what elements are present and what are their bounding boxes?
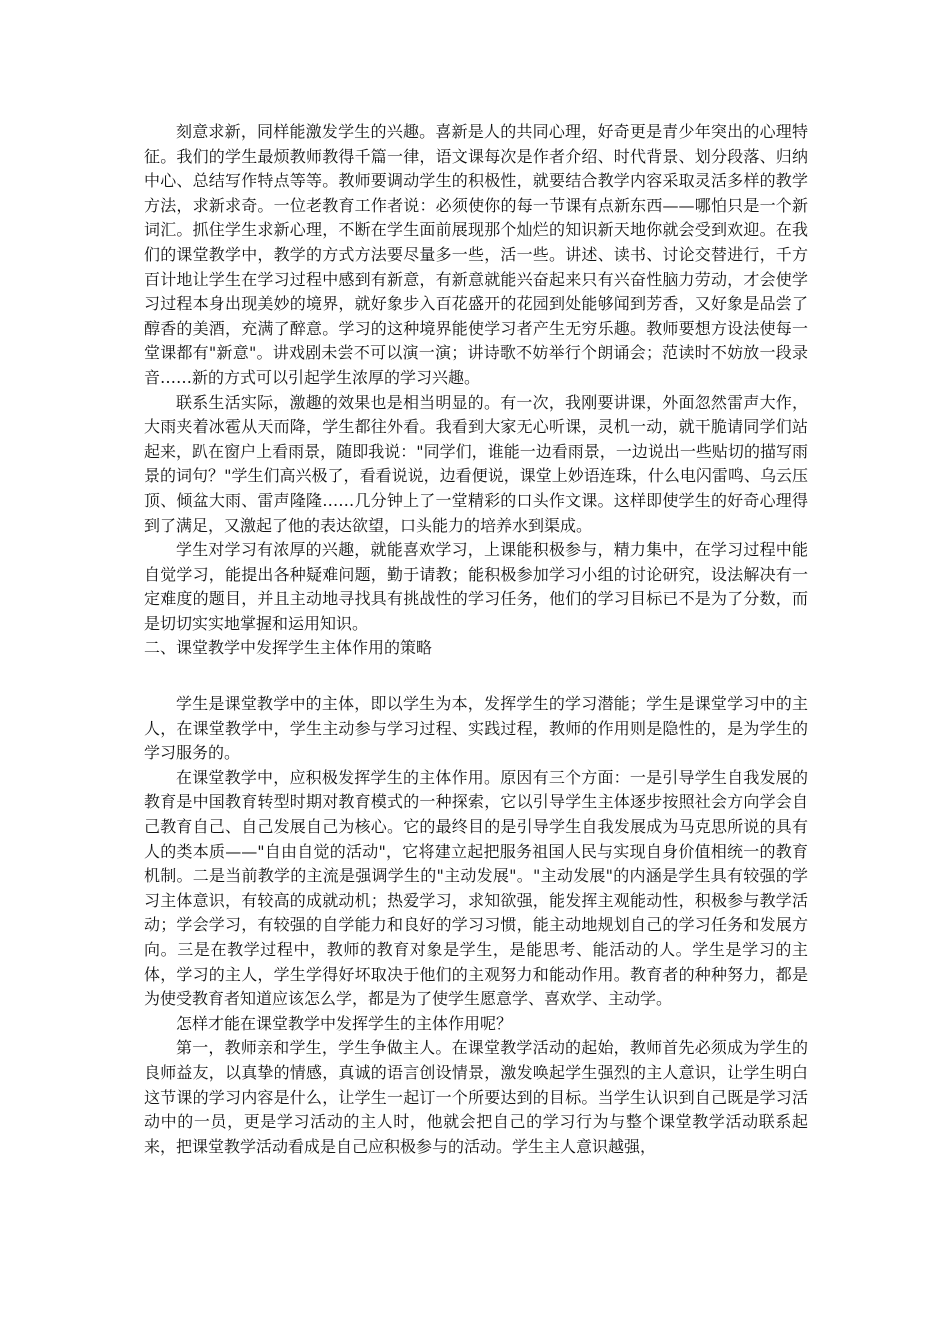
paragraph-novelty: 刻意求新，同样能激发学生的兴趣。喜新是人的共同心理，好奇更是青少年突出的心理特征。我们的学生最烦教师教得千篇一律，语文课每次是作者介绍、时代背景、划分段落、归纳中心、总结写作特点等等。教师要调动学生的积极性，就要结合教学内容采取灵活多样的教学方法，求新求奇。一位老教育工作者说：必须使你的每一节课有点新东西——哪怕只是一个新词汇。抓住学生求新心理，不断在学生面前展现那个灿烂的知识新天地你就会受到欢迎。在我们的课堂教学中，教学的方式方法要尽量多一些，活一些。讲述、读书、讨论交替进行，千方百计地让学生在学习过程中感到有新意，有新意就能兴奋起来只有兴奋性脑力劳动，才会使学习过程本身出现美妙的境界，就好象步入百花盛开的花园到处能够闻到芳香，又好象是品尝了醇香的美酒，充满了醉意。学习的这种境界能使学习者产生无穷乐趣。教师要想方设法使每一堂课都有"新意"。讲戏剧未尝不可以演一演；讲诗歌不妨举行个朗诵会；范读时不妨放一段录音……新的方式可以引起学生浓厚的学习兴趣。: [144, 122, 808, 387]
document-body: [144, 120, 808, 1159]
paragraph-real-life: 联系生活实际，激趣的效果也是相当明显的。有一次，我刚要讲课，外面忽然雷声大作，大雨夹着冰雹从天而降，学生都往外看。我看到大家无心听课，灵机一动，就干脆请同学们站起来，趴在窗户上看雨景，随即我说："同学们，谁能一边看雨景，一边说出一些贴切的描写雨景的词句？"学生们高兴极了，看看说说，边看便说，课堂上妙语连珠，什么电闪雷鸣、乌云压顶、倾盆大雨、雷声隆隆……几分钟上了一堂精彩的口头作文课。这样即使学生的好奇心理得到了满足，又激起了他的表达欲望，口头能力的培养水到渠成。: [144, 392, 808, 535]
paragraph-first-point: 第一，教师亲和学生，学生争做主人。在课堂教学活动的起始，教师首先必须成为学生的良师益友，以真挚的情感，真诚的语言创设情景，激发唤起学生强烈的主人意识，让学生明白这节课的学习内容是什么，让学生一起订一个所要达到的目标。当学生认识到自己既是学习活动中的一员，更是学习活动的主人时，他就会把自己的学习行为与整个课堂教学活动联系起来，把课堂教学活动看成是自己应积极参与的活动。学生主人意识越强，: [144, 1038, 808, 1156]
paragraph-question: 怎样才能在课堂教学中发挥学生的主体作用呢？: [176, 1013, 513, 1033]
paragraph-three-reasons: 在课堂教学中，应积极发挥学生的主体作用。原因有三个方面：一是引导学生自我发展的教育是中国教育转型时期对教育模式的一种探索，它以引导学生主体逐步按照社会方向学会自己教育自己、自己发展自己为核心。它的最终目的是引导学生自我发展成为马克思所说的具有人的类本质——"自由自觉的活动"，它将建立起把服务祖国人民与实现自身价值相统一的教育机制。二是当前教学的主流是强调学生的"主动发展"。"主动发展"的内涵是学生具有较强的学习主体意识，有较高的成就动机；热爱学习，求知欲强，能发挥主观能动性，积极参与教学活动；学会学习，有较强的自学能力和良好的学习习惯，能主动地规划自己的学习任务和发展方向。三是在教学过程中，教师的教育对象是学生，是能思考、能活动的人。学生是学习的主体，学习的主人，学生学得好坏取决于他们的主观努力和能动作用。教育者的种种努力，都是为使受教育者知道应该怎么学，都是为了使学生愿意学、喜欢学、主动学。: [144, 767, 808, 1009]
paragraph-interest-effect: 学生对学习有浓厚的兴趣，就能喜欢学习，上课能积极参与，精力集中，在学习过程中能自觉学习，能提出各种疑难问题，勤于请教；能积极参加学习小组的讨论研究，设法解决有一定难度的题目，并且主动地寻找具有挑战性的学习任务，他们的学习目标已不是为了分数，而是切切实实地掌握和运用知识。: [144, 540, 808, 633]
section-heading: 二、课堂教学中发挥学生主体作用的策略: [144, 638, 433, 658]
paragraph-student-subject: 学生是课堂教学中的主体，即以学生为本，发挥学生的学习潜能；学生是课堂学习中的主人，在课堂教学中，学生主动参与学习过程、实践过程，教师的作用则是隐性的，是为学生的学习服务的。: [144, 694, 808, 763]
